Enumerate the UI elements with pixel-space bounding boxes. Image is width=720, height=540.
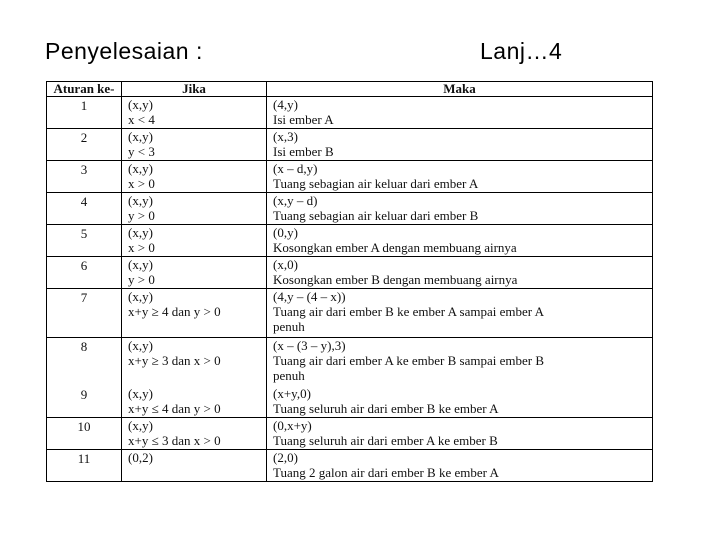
jika-cell [122, 338, 267, 387]
maka-cell [267, 129, 653, 161]
jika-line: (x,y) [128, 225, 153, 240]
rules-table [46, 81, 653, 482]
jika-line: (x,y) [128, 97, 153, 112]
maka-line: Tuang sebagian air keluar dari ember B [273, 208, 479, 223]
jika-cell [122, 418, 267, 450]
jika-cell [122, 129, 267, 161]
rules-table-container [46, 81, 652, 501]
jika-line: y < 3 [128, 144, 155, 159]
page-title: Penyelesaian : [45, 38, 203, 64]
jika-line: x+y ≥ 3 dan x > 0 [128, 353, 221, 368]
jika-cell [122, 193, 267, 225]
jika-line: (x,y) [128, 161, 153, 176]
jika-line: x < 4 [128, 112, 155, 127]
maka-line: (0,y) [273, 225, 298, 240]
maka-cell [267, 97, 653, 129]
jika-cell [122, 225, 267, 257]
table-row [47, 386, 653, 418]
rule-number-cell: 2 [47, 129, 122, 161]
maka-line: (2,0) [273, 450, 298, 465]
jika-line: x+y ≤ 4 dan y > 0 [128, 401, 221, 416]
jika-cell [122, 450, 267, 482]
jika-cell [122, 386, 267, 418]
maka-cell [267, 289, 653, 338]
table-header-row [47, 82, 653, 97]
table-row [47, 418, 653, 450]
maka-line: (x – (3 – y),3) [273, 338, 346, 353]
jika-line: (x,y) [128, 418, 153, 433]
jika-line: (x,y) [128, 338, 153, 353]
jika-line: x+y ≥ 4 dan y > 0 [128, 304, 221, 319]
jika-cell [122, 289, 267, 338]
jika-line: x+y ≤ 3 dan x > 0 [128, 433, 221, 448]
maka-line: Tuang 2 galon air dari ember B ke ember A [273, 465, 499, 480]
table-row [47, 289, 653, 338]
rule-number-cell: 4 [47, 193, 122, 225]
header-rule-no: Aturan ke- [47, 82, 122, 97]
maka-cell [267, 338, 653, 387]
maka-cell [267, 193, 653, 225]
maka-line: Tuang air dari ember B ke ember A sampai ember A [273, 304, 545, 319]
jika-line: (0,2) [128, 450, 153, 465]
maka-line: Tuang seluruh air dari ember A ke ember B [273, 433, 498, 448]
maka-line: (4,y) [273, 97, 298, 112]
table-row [47, 225, 653, 257]
jika-line: y > 0 [128, 272, 155, 287]
jika-line: (x,y) [128, 129, 153, 144]
jika-line: (x,y) [128, 386, 153, 401]
table-row [47, 193, 653, 225]
maka-line: Tuang seluruh air dari ember B ke ember A [273, 401, 499, 416]
jika-line: x > 0 [128, 240, 155, 255]
page-subtitle: Lanj…4 [480, 38, 563, 64]
maka-line: Tuang air dari ember A ke ember B sampai ember B [273, 353, 545, 368]
maka-line: Tuang sebagian air keluar dari ember A [273, 176, 479, 191]
jika-cell [122, 257, 267, 289]
jika-line: y > 0 [128, 208, 155, 223]
maka-line: (x,0) [273, 257, 298, 272]
rule-number-cell: 8 [47, 338, 122, 387]
rule-number-cell: 1 [47, 97, 122, 129]
maka-line: (0,x+y) [273, 418, 312, 433]
rule-number-cell: 10 [47, 418, 122, 450]
maka-cell [267, 450, 653, 482]
rule-number-cell: 3 [47, 161, 122, 193]
maka-line: penuh [273, 319, 305, 334]
maka-line: (x+y,0) [273, 386, 311, 401]
rule-number-cell: 6 [47, 257, 122, 289]
table-row [47, 161, 653, 193]
maka-cell [267, 386, 653, 418]
maka-cell [267, 161, 653, 193]
table-row [47, 97, 653, 129]
table-row [47, 450, 653, 482]
jika-cell [122, 97, 267, 129]
header-maka: Maka [267, 82, 653, 97]
maka-line: (4,y – (4 – x)) [273, 289, 346, 304]
table-row [47, 257, 653, 289]
maka-line: penuh [273, 368, 305, 383]
rule-number-cell: 5 [47, 225, 122, 257]
rule-number-cell: 11 [47, 450, 122, 482]
jika-line: x > 0 [128, 176, 155, 191]
rule-number-cell: 9 [47, 386, 122, 418]
table-row [47, 338, 653, 387]
maka-line: (x,3) [273, 129, 298, 144]
maka-cell [267, 225, 653, 257]
table-row [47, 129, 653, 161]
jika-line: (x,y) [128, 289, 153, 304]
maka-line: Isi ember B [273, 144, 334, 159]
maka-line: (x,y – d) [273, 193, 318, 208]
jika-line: (x,y) [128, 257, 153, 272]
maka-line: Kosongkan ember A dengan membuang airnya [273, 240, 517, 255]
maka-line: (x – d,y) [273, 161, 318, 176]
rule-number-cell: 7 [47, 289, 122, 338]
maka-line: Isi ember A [273, 112, 334, 127]
maka-line: Kosongkan ember B dengan membuang airnya [273, 272, 518, 287]
maka-cell [267, 257, 653, 289]
maka-cell [267, 418, 653, 450]
jika-line: (x,y) [128, 193, 153, 208]
jika-cell [122, 161, 267, 193]
header-jika: Jika [122, 82, 267, 97]
